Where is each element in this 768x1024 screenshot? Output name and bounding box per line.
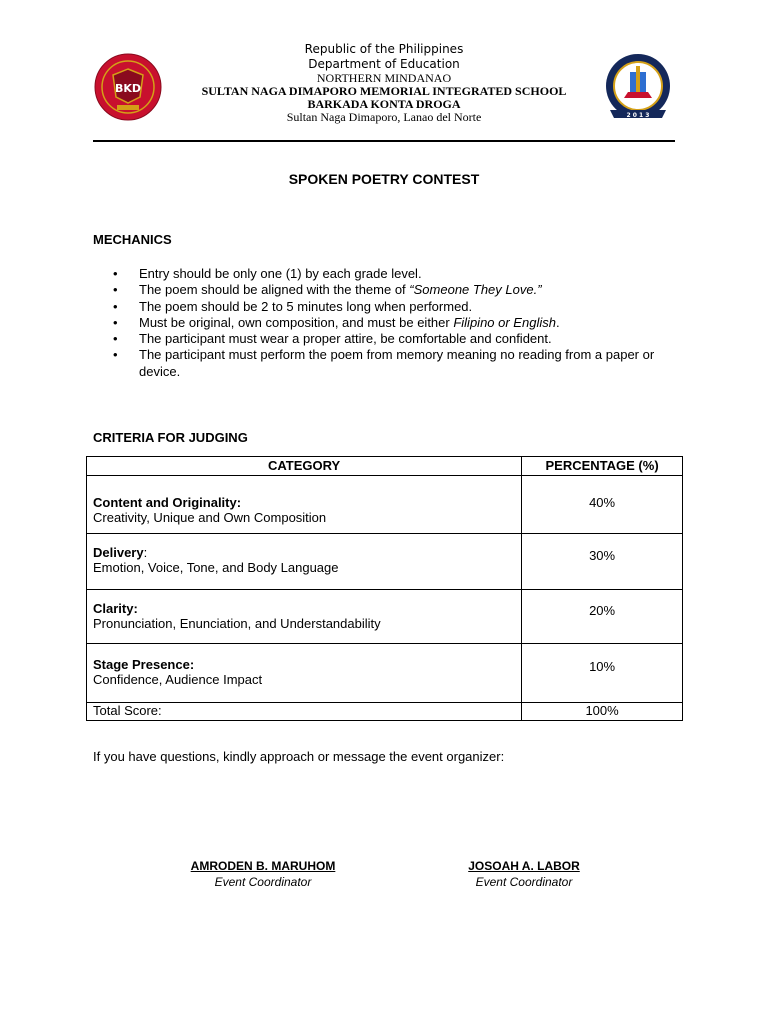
list-item: • Entry should be only one (1) by each grade level. (113, 266, 422, 281)
category-cell: Delivery: Emotion, Voice, Tone, and Body Language (87, 534, 522, 590)
header-region: NORTHERN MINDANAO (316, 71, 452, 85)
header-address: Sultan Naga Dimaporo, Lanao del Norte (286, 110, 482, 124)
category-cell (87, 590, 522, 644)
signatory-name: AMRODEN B. MARUHOM (190, 859, 336, 873)
table-total-row (87, 703, 683, 721)
category-description: Emotion, Voice, Tone, and Body Language (93, 560, 339, 575)
header-divider (93, 140, 675, 142)
logo-left-text: BKD (114, 82, 142, 95)
bullet-icon: • (113, 298, 118, 314)
table-row (87, 476, 683, 534)
category-cell (87, 476, 522, 534)
header-department: Department of Education (308, 57, 460, 71)
category-description: Pronunciation, Enunciation, and Understandability (93, 616, 381, 631)
category-name: Clarity: (93, 601, 138, 616)
signatory-block (173, 858, 353, 890)
column-header-category: CATEGORY (87, 457, 522, 476)
category-cell (87, 644, 522, 703)
signatory-role: Event Coordinator (214, 875, 312, 889)
header-school: SULTAN NAGA DIMAPORO MEMORIAL INTEGRATED SCHOOL (201, 84, 567, 98)
logo-right-year: 2 0 1 3 (626, 112, 650, 119)
table-header-row (87, 457, 683, 476)
criteria-table (86, 456, 683, 721)
list-item: • The participant must wear a proper attire, be comfortable and confident. (113, 331, 552, 347)
percentage-cell: 30% (522, 534, 683, 590)
mechanics-heading: MECHANICS (93, 232, 172, 247)
bullet-icon: • (113, 266, 118, 281)
header-republic: Republic of the Philippines (304, 42, 464, 56)
total-value: 100% (522, 703, 683, 721)
category-description: Creativity, Unique and Own Composition (93, 510, 327, 525)
column-header-percentage: PERCENTAGE (%) (522, 457, 683, 476)
criteria-heading: CRITERIA FOR JUDGING (93, 430, 248, 445)
signatory-block (434, 858, 614, 890)
signatory-name: JOSOAH A. LABOR (468, 859, 580, 873)
percentage-cell: 10% (522, 644, 683, 703)
school-seal-logo (602, 52, 674, 124)
total-label: Total Score: (87, 703, 522, 721)
category-name: Delivery (93, 545, 144, 560)
bullet-icon: • (113, 347, 118, 363)
list-item: • The poem should be 2 to 5 minutes long when performed. (113, 298, 473, 314)
header-organization: BARKADA KONTA DROGA (307, 97, 461, 111)
percentage-cell: 20% (522, 590, 683, 644)
table-row (87, 644, 683, 703)
list-item: • The poem should be aligned with the theme of “Someone They Love.” (113, 282, 542, 298)
signatory-role: Event Coordinator (475, 875, 573, 889)
category-name: Content and Originality: (93, 495, 242, 510)
table-row (87, 590, 683, 644)
list-item: • Must be original, own composition, and must be either Filipino or English. (113, 314, 560, 330)
bullet-icon: • (113, 314, 118, 330)
bullet-icon: • (113, 282, 118, 298)
document-title: SPOKEN POETRY CONTEST (288, 171, 480, 187)
mechanics-list (93, 266, 673, 380)
category-description: Confidence, Audience Impact (93, 672, 263, 687)
letterhead-text (180, 42, 588, 124)
bullet-icon: • (113, 331, 118, 347)
bkd-seal-logo (93, 53, 163, 121)
percentage-cell: 40% (522, 476, 683, 534)
letterhead (0, 40, 768, 130)
list-item: • The participant must perform the poem from memory meaning no reading from a paper or device. (113, 347, 655, 379)
category-name: Stage Presence: (93, 657, 195, 672)
table-row (87, 534, 683, 590)
contact-note: If you have questions, kindly approach or message the event organizer: (93, 749, 505, 764)
